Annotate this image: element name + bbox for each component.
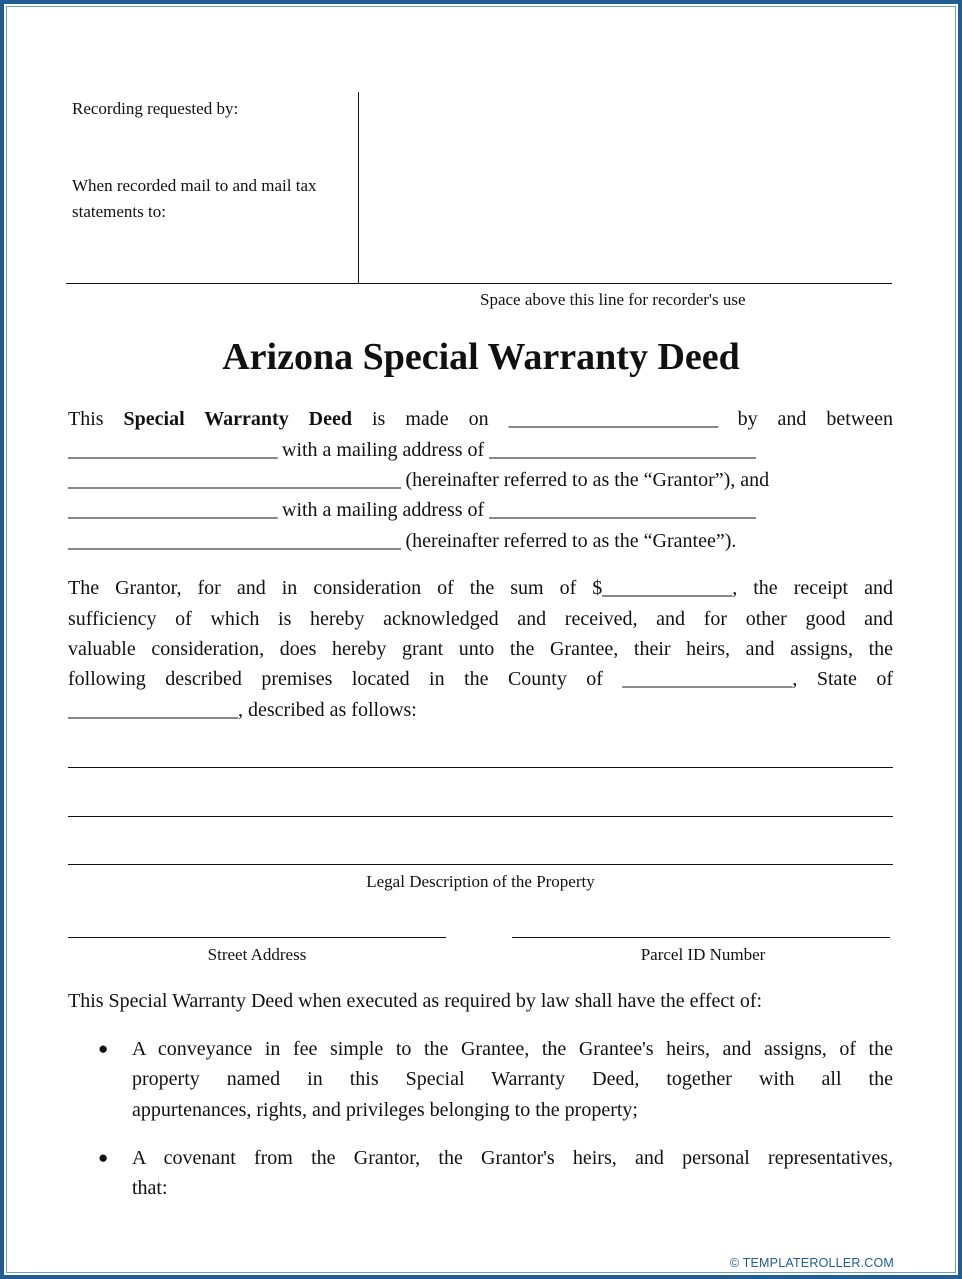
grantee-reference: (hereinafter referred to as the “Grantee”). (405, 530, 737, 552)
recorder-note: Space above this line for recorder's use (480, 290, 746, 309)
grantee-address-blank[interactable]: ____________________________ (489, 499, 756, 521)
legal-description-line-3[interactable] (68, 864, 893, 865)
bullet-1-line-3: appurtenances, rights, and privileges belonging to the property; (132, 1099, 638, 1121)
consideration-line-1: The Grantor, for and in consideration of the sum of $_____________, the receipt and (68, 577, 893, 599)
consideration-line-4: following described premises located in the County of _________________, State of (68, 668, 893, 690)
intro-line-4 (68, 495, 893, 526)
street-address-caption: Street Address (207, 945, 307, 964)
grantee-name-blank[interactable]: ______________________ (68, 499, 277, 521)
intro-deed-name: Special Warranty Deed (123, 408, 353, 430)
mail-to-label-line2: statements to: (72, 202, 166, 221)
copyright-link[interactable]: © TEMPLATEROLLER.COM (729, 1256, 894, 1270)
consideration-line-2: sufficiency of which is hereby acknowledged and received, and for other good and (68, 608, 893, 630)
parcel-id-line[interactable] (512, 937, 890, 938)
intro-line-3 (68, 465, 893, 496)
intro-made-on: is made on (372, 408, 489, 430)
bullet-2-line-2: that: (132, 1177, 168, 1199)
bullet-1-line-1: A conveyance in fee simple to the Grantee, the Grantee's heirs, and assigns, of the (132, 1038, 893, 1060)
intro-by-and-between: by and between (737, 408, 894, 430)
grantee-mailing-label: with a mailing address of (282, 499, 485, 521)
grantor-address-blank[interactable]: ____________________________ (489, 439, 756, 461)
document-title: Arizona Special Warranty Deed (222, 336, 740, 378)
bullet-icon: ● (98, 1148, 109, 1167)
grantor-reference: (hereinafter referred to as the “Grantor”), and (405, 469, 770, 491)
header-divider (358, 92, 359, 283)
intro-this: This (68, 408, 104, 430)
grantor-name-blank[interactable]: ______________________ (68, 439, 277, 461)
intro-line-1 (68, 404, 893, 435)
recorder-line (66, 283, 892, 284)
legal-description-caption: Legal Description of the Property (366, 872, 595, 891)
legal-description-line-2[interactable] (68, 816, 893, 817)
street-address-line[interactable] (68, 937, 446, 938)
intro-line-5 (68, 526, 893, 557)
legal-description-line-1[interactable] (68, 767, 893, 768)
bullet-1-line-2: property named in this Special Warranty Deed, together with all the (132, 1068, 893, 1090)
effect-intro: This Special Warranty Deed when executed as required by law shall have the effect of: (68, 990, 763, 1012)
parcel-id-caption: Parcel ID Number (640, 945, 766, 964)
date-blank[interactable]: ______________________ (508, 408, 718, 430)
mail-to-label-line1: When recorded mail to and mail tax (72, 176, 317, 195)
recording-requested-label: Recording requested by: (72, 99, 239, 118)
grantor-mailing-label: with a mailing address of (282, 439, 485, 461)
grantor-address-blank-2[interactable]: ___________________________________ (68, 469, 401, 491)
grantee-address-blank-2[interactable]: ___________________________________ (68, 530, 401, 552)
consideration-line-5: _________________, described as follows: (68, 699, 417, 721)
intro-line-2 (68, 435, 893, 466)
bullet-2-line-1: A covenant from the Grantor, the Grantor's heirs, and personal representatives, (132, 1147, 893, 1169)
bullet-icon: ● (98, 1039, 109, 1058)
consideration-line-3: valuable consideration, does hereby grant unto the Grantee, their heirs, and assigns, the (68, 638, 893, 660)
